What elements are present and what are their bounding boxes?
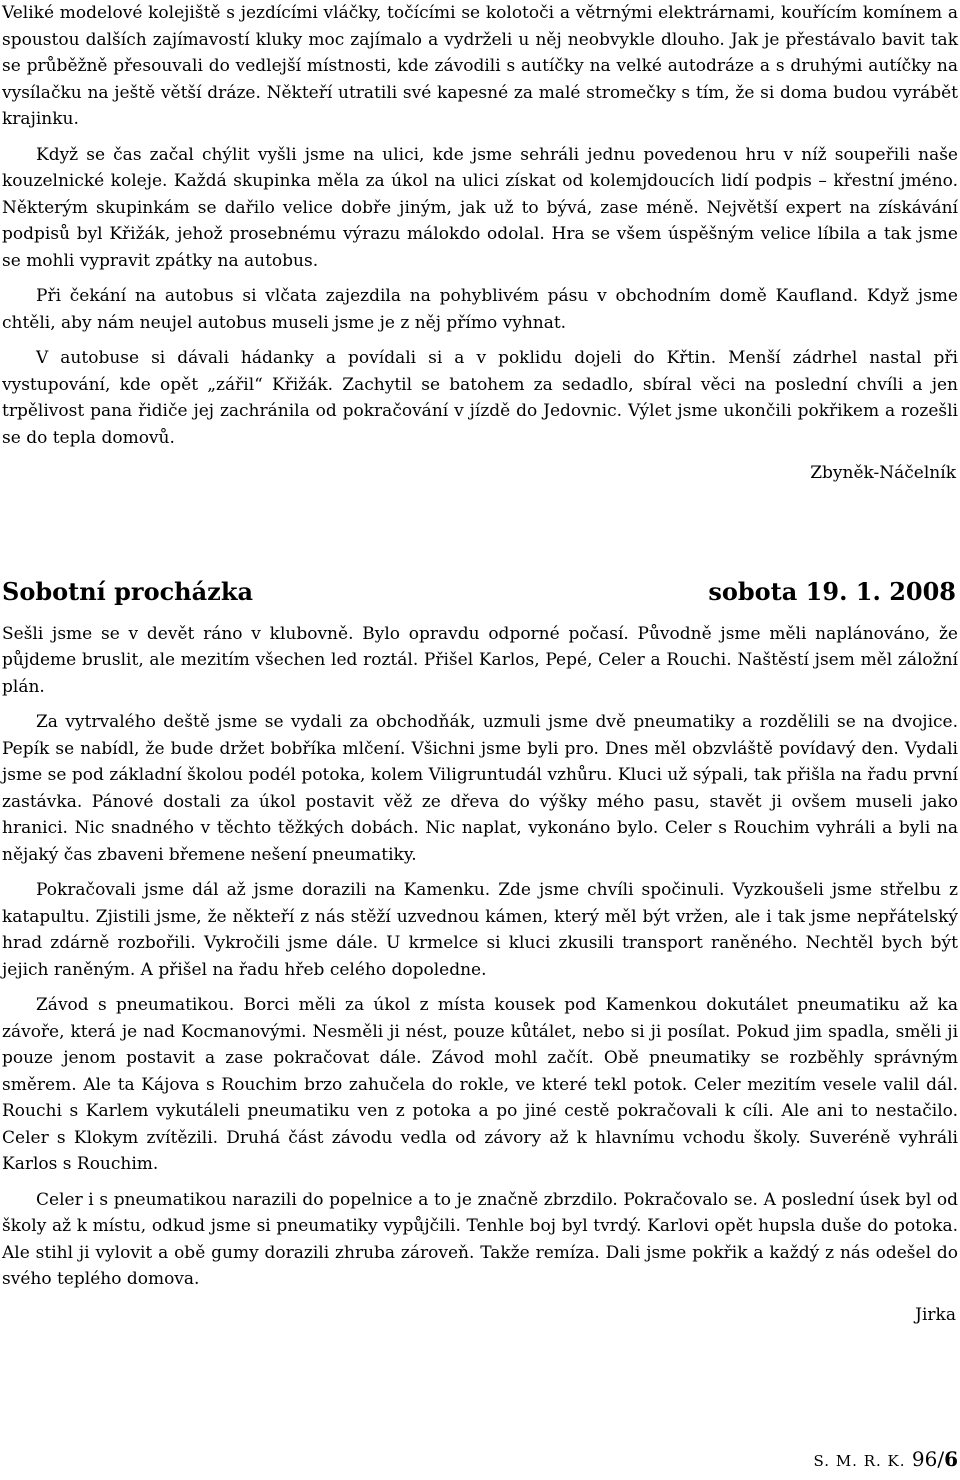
page-number: 6 (944, 1447, 958, 1471)
page-footer (814, 1446, 958, 1474)
article-paragraph: Když se čas začal chýlit vyšli jsme na ulici, kde jsme sehráli jednu povedenou hru v níž soupeřili naše kouzelnické koleje. Každá skupinka měla za úkol na ulici získat od kolemjdoucích lidí podpis – křestní jméno. Některým skupinkám se dařilo velice dobře jiným, jak už to bývá, zase méně. Největší expert na získávání podpisů byl Křižák, jehož prosebnému výrazu málokdo odolal. Hra se všem úspěšným velice líbila a tak jsme se mohli vypravit zpátky na autobus. (2, 144, 958, 271)
issue-number: 96/ (911, 1447, 945, 1471)
section-date: sobota 19. 1. 2008 (708, 576, 956, 606)
article-paragraph: Pokračovali jsme dál až jsme dorazili na Kamenku. Zde jsme chvíli spočinuli. Vyzkoušeli jsme střelbu z katapultu. Zjistili jsme, že někteří z nás stěží uzvednou kámen, který měl být vržen, ale i tak jsme nepřátelský hrad zdárně rozbořili. Vykročili jsme dále. U krmelce si kluci zkusili transport raněného. Nechtěl bych být jejich raněným. A přišel na řadu hřeb celého dopoledne. (2, 880, 958, 980)
article-paragraph: Veliké modelové kolejiště s jezdícími vláčky, točícími se kolotoči a větrnými elektrárnami, kouřícím komínem a spoustou dalších zajímavostí kluky moc zajímalo a vydrželi u něj neobvykle dlouho. Jak je přestávalo bavit tak se průběžně přesouvali do vedlejší místnosti, kde závodili s autíčky na velké autodráze a s druhými autíčky na vysílačku na ještě větší dráze. Někteří utratili své kapesné za malé stromečky s tím, že si doma budou vyrábět krajinku. (2, 3, 958, 129)
magazine-name: S. M. R. K. (813, 1452, 906, 1470)
author-signature: Zbyněk-Náčelník (810, 463, 956, 483)
article-paragraph: Za vytrvalého deště jsme se vydali za obchodňák, uzmuli jsme dvě pneumatiky a rozdělili se na dvojice. Pepík se nabídl, že bude držet bobříka mlčení. Všichni jsme byli pro. Dnes měl obzvláště povídavý den. Vydali jsme se pod základní školou podél potoka, kolem Viligruntudál vzhůru. Kluci už sýpali, tak přišla na řadu první zastávka. Pánové dostali za úkol postavit věž ze dřeva do výšky mého pasu, stavět ji ovšem museli jako hranici. Nic snadného v těchto těžkých dobách. Nic naplat, vykonáno bylo. Celer s Rouchim vyhráli a byli na nějaký čas zbaveni břemene nešení pneumatiky. (2, 712, 958, 865)
article-trip (2, 0, 958, 487)
article-paragraph: Při čekání na autobus si vlčata zajezdila na pohyblivém pásu v obchodním domě Kaufland. Když jsme chtěli, aby nám neujel autobus museli jsme je z něj přímo vyhnat. (2, 286, 958, 333)
section-heading (2, 575, 958, 609)
article-paragraph: Celer i s pneumatikou narazili do popelnice a to je značně zbrzdilo. Pokračovalo se. A poslední úsek byl od školy až k místu, odkud jsme si pneumatiky vypůjčili. Tenhle boj byl tvrdý. Karlovi opět hupsla duše do potoka. Ale stihl ji vylovit a obě gumy dorazili zhruba zároveň. Takže remíza. Dali jsme pokřik a každý z nás odešel do svého teplého domova. (2, 1189, 958, 1289)
author-signature: Jirka (915, 1304, 956, 1325)
article-paragraph: V autobuse si dávali hádanky a povídali si a v poklidu dojeli do Křtin. Menší zádrhel nastal při vystupování, kde opět „zářil“ Křižák. Zachytil se batohem za sedadlo, sbíral věci na poslední chvíli a jen trpělivost pana řidiče jej zachránila od pokračování v jízdě do Jedovnic. Výlet jsme ukončili pokřikem a rozešli se do tepla domovů. (2, 348, 958, 448)
article-paragraph: Sešli jsme se v devět ráno v klubovně. Bylo opravdu odporné počasí. Původně jsme měli naplánováno, že půjdeme bruslit, ale mezitím všechen led roztál. Přišel Karlos, Pepé, Celer a Rouchi. Naštěstí jsem měl záložní plán. (2, 623, 958, 697)
article-saturday-walk (2, 575, 958, 1329)
section-title: Sobotní procházka (2, 576, 253, 606)
article-paragraph: Závod s pneumatikou. Borci měli za úkol z místa kousek pod Kamenkou dokutálet pneumatiku až ka závoře, která je nad Kocmanovými. Nesměli ji nést, pouze kůtálet, nebo si ji posílat. Pokud jim spadla, směli ji pouze jenom postavit a zase pokračovat dále. Závod mohl začít. Obě pneumatiky se rozběhly správným směrem. Ale ta Kájova s Rouchim brzo zahučela do rokle, ve které tekl potok. Celer mezitím vesele valil dál. Rouchi s Karlem vykutáleli pneumatiku ven z potoka a po jiné cestě pokračovali k cíli. Ale ani to nestačilo. Celer s Klokym zvítězili. Druhá část závodu vedla od závory až k hlavnímu vchodu školy. Suveréně vyhráli Karlos s Rouchim. (2, 995, 958, 1174)
